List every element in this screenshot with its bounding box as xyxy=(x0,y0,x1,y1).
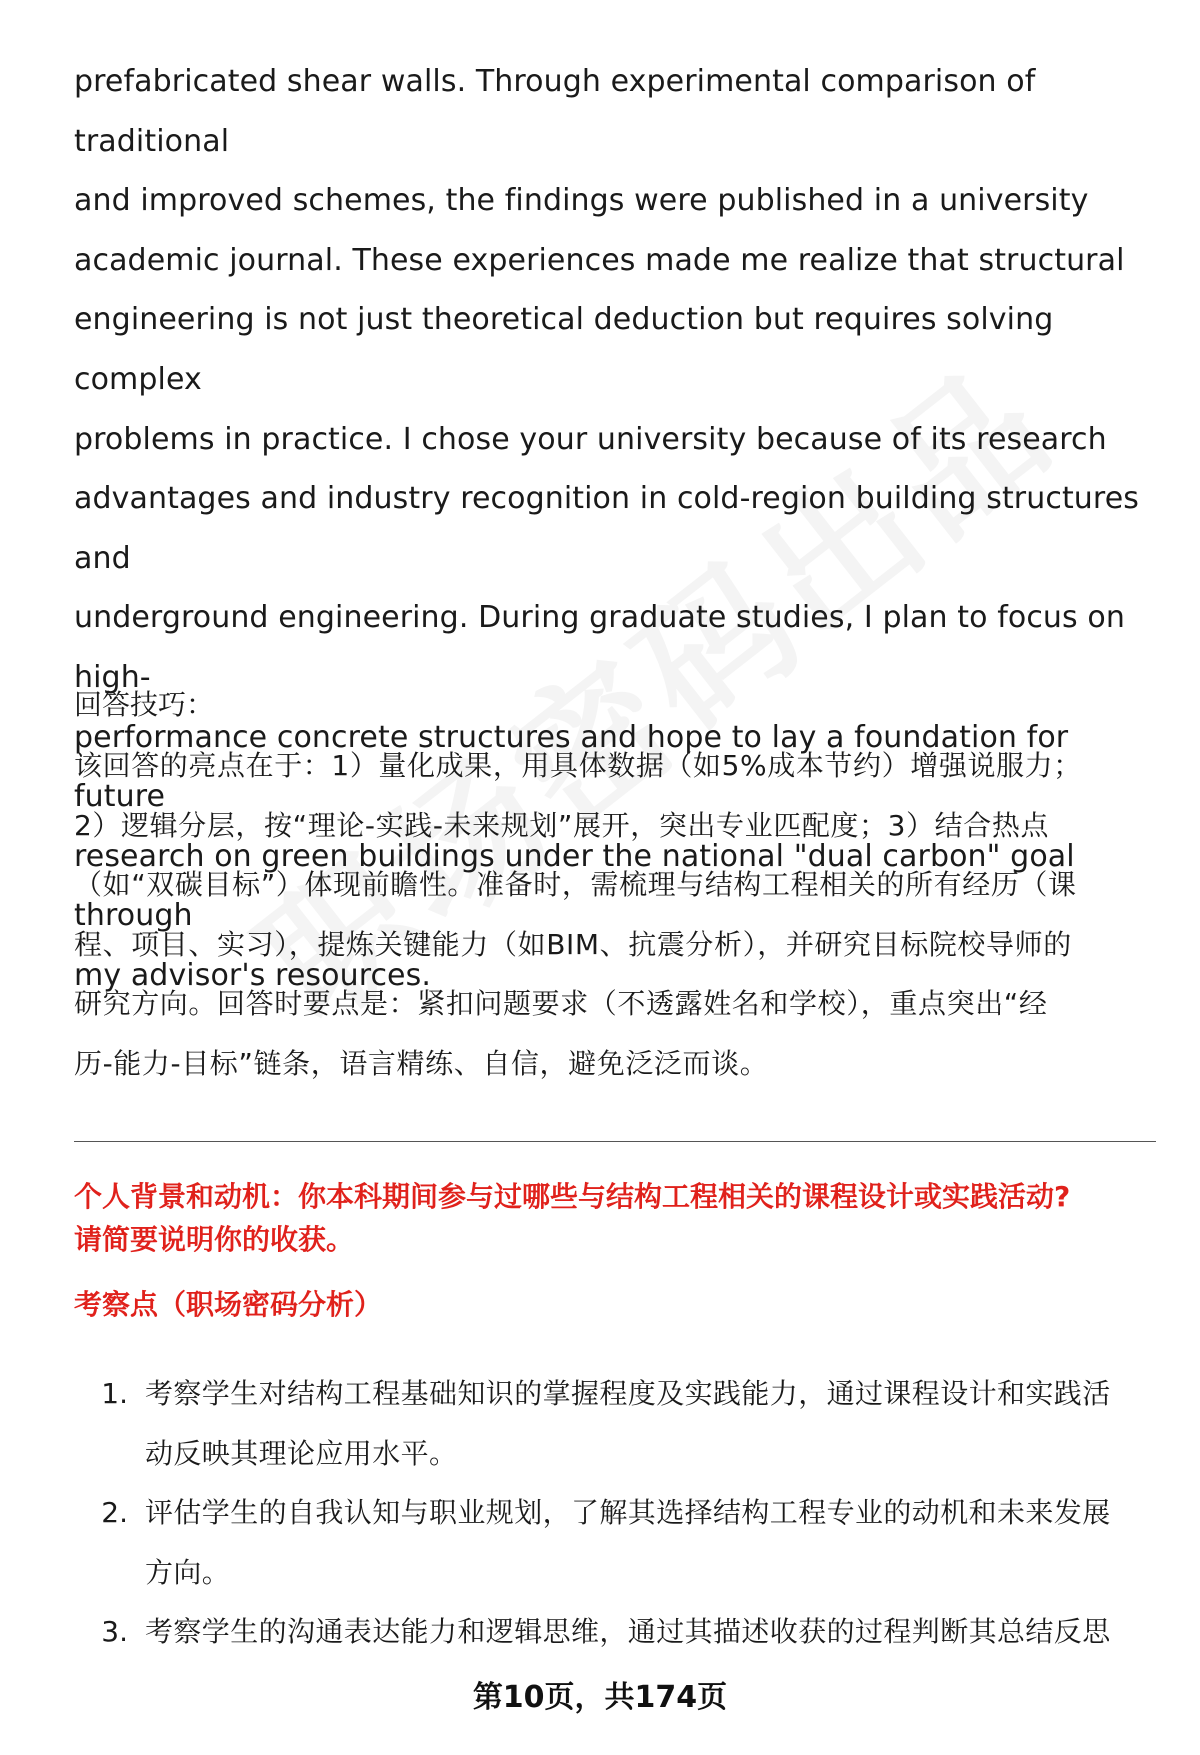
paragraph-line: engineering is not just theoretical deduction but requires solving complex xyxy=(74,302,1054,397)
paragraph-line: research on green buildings under the national "dual carbon" goal through xyxy=(74,838,1075,934)
paragraph-line: underground engineering. During graduate studies, I plan to focus on high- xyxy=(74,600,1125,695)
list-item-line: 考察学生的沟通表达能力和逻辑思维，通过其描述收获的过程判断其总结反思 xyxy=(145,1615,1111,1648)
paragraph-line: academic journal. These experiences made me realize that structural xyxy=(74,242,1125,278)
tips-line: 该回答的亮点在于：1）量化成果，用具体数据（如5%成本节约）增强说服力； xyxy=(74,749,1082,782)
tips-paragraph xyxy=(74,736,1156,1093)
tips-line: 2）逻辑分层，按“理论-实践-未来规划”展开，突出专业匹配度；3）结合热点 xyxy=(74,808,1050,842)
question-line: 个人背景和动机：你本科期间参与过哪些与结构工程相关的课程设计或实践活动? xyxy=(74,1180,1071,1213)
question-heading xyxy=(74,1175,1156,1261)
exam-points-heading: 考察点（职场密码分析） xyxy=(74,1288,383,1321)
exam-points-list xyxy=(74,1364,1156,1662)
list-item-text xyxy=(128,1483,1156,1602)
paragraph-line: my advisor's resources. xyxy=(74,957,431,993)
list-item-number: 2. xyxy=(101,1496,128,1529)
list-item xyxy=(74,1483,1156,1602)
paragraph-line: and improved schemes, the findings were published in a university xyxy=(74,183,1089,219)
list-item-number: 1. xyxy=(101,1377,128,1410)
list-item-line: 动反映其理论应用水平。 xyxy=(145,1436,458,1470)
list-item-text xyxy=(128,1364,1156,1483)
list-item-line: 评估学生的自我认知与职业规划，了解其选择结构工程专业的动机和未来发展 xyxy=(145,1496,1111,1529)
list-item-number: 3. xyxy=(101,1615,128,1648)
tips-line: 程、项目、实习），提炼关键能力（如BIM、抗震分析），并研究目标院校导师的 xyxy=(74,927,1072,961)
paragraph-line: performance concrete structures and hope to lay a foundation for future xyxy=(74,719,1069,815)
section-divider xyxy=(74,1141,1156,1142)
tips-heading: 回答技巧： xyxy=(74,688,215,721)
list-item-line: 考察学生对结构工程基础知识的掌握程度及实践能力，通过课程设计和实践活 xyxy=(145,1377,1111,1410)
question-line: 请简要说明你的收获。 xyxy=(74,1223,355,1256)
list-item xyxy=(74,1364,1156,1483)
paragraph-line: advantages and industry recognition in cold-region building structures and xyxy=(74,481,1139,576)
paragraph-line: problems in practice. I chose your university because of its research xyxy=(74,421,1107,457)
paragraph-line: prefabricated shear walls. Through experimental comparison of traditional xyxy=(74,64,1036,159)
list-item xyxy=(74,1602,1156,1662)
list-item-text xyxy=(128,1602,1156,1662)
list-item-line: 方向。 xyxy=(145,1555,231,1589)
page-number: 第10页，共174页 xyxy=(472,1680,728,1715)
tips-line: 研究方向。回答时要点是：紧扣问题要求（不透露姓名和学校），重点突出“经 xyxy=(74,987,1048,1020)
tips-line: 历-能力-目标”链条，语言精练、自信，避免泛泛而谈。 xyxy=(74,1046,769,1080)
tips-line: （如“双碳目标”）体现前瞻性。准备时，需梳理与结构工程相关的所有经历（课 xyxy=(74,868,1077,901)
